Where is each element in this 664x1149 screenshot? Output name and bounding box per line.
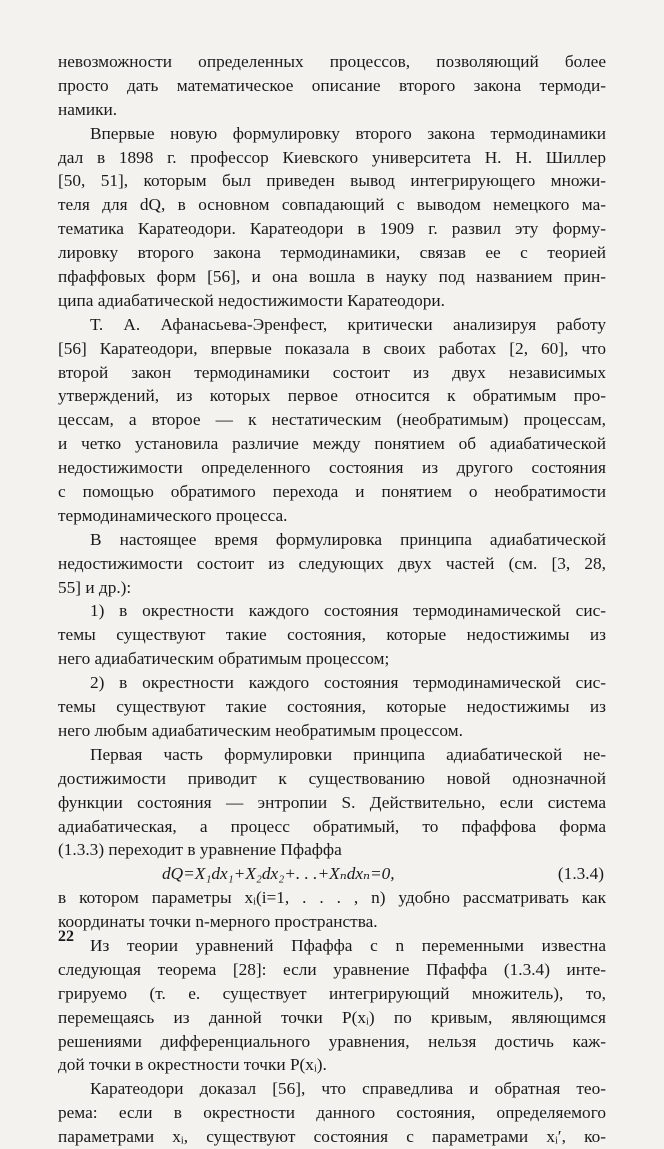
text-line: второй закон термодинамики состоит из двух независимых (58, 362, 606, 382)
list-item-line: него адиабатическим обратимым процессом; (58, 649, 390, 669)
text-line: теля для dQ, в основном совпадающий с выводом немецкого ма- (58, 195, 606, 215)
text-line: пфаффовых форм [56], и она вошла в науку под названием прин- (58, 267, 606, 287)
text-line: дой точки в окрестности точки P(xᵢ). (58, 1055, 327, 1075)
text-line: перемещаясь из данной точки P(xᵢ) по кривым, являющимся (58, 1007, 606, 1027)
text-line: Т. А. Афанасьева-Эренфест, критически анализируя работу (90, 314, 606, 334)
text-line: цессам, а второе — к нестатическим (необратимым) процессам, (58, 410, 606, 430)
text-line: рема: если в окрестности данного состояния, определяемого (58, 1103, 606, 1123)
text-line: 55] и др.): (58, 577, 132, 597)
text-line: ципа адиабатической недостижимости Каратеодори. (58, 290, 445, 310)
text-line: намики. (58, 99, 118, 119)
text-line: термодинамического процесса. (58, 505, 288, 525)
text-line: решениями дифференциального уравнения, нельзя достичь каж- (58, 1031, 606, 1051)
text-line: В настоящее время формулировка принципа адиабатической (90, 529, 606, 549)
text-line: функции состояния — энтропии S. Действительно, если система (58, 792, 606, 812)
text-line: [50, 51], которым был приведен вывод интегрирующего множи- (58, 171, 606, 191)
text-line: (1.3.3) переходит в уравнение Пфаффа (58, 840, 342, 860)
text-line: грируемо (т. е. существует интегрирующий множитель), то, (58, 983, 606, 1003)
text-line: [56] Каратеодори, впервые показала в своих работах [2, 60], что (58, 338, 606, 358)
equation-number: (1.3.4) (557, 864, 604, 884)
text-line: Из теории уравнений Пфаффа с n переменными известна (90, 935, 606, 955)
text-line: просто дать математическое описание второго закона термоди- (58, 75, 606, 95)
text-line: в котором параметры xᵢ(i=1, . . . , n) удобно рассматривать как (58, 888, 606, 908)
text-line: дал в 1898 г. профессор Киевского университета Н. Н. Шиллер (58, 147, 606, 167)
list-item-line: него любым адиабатическим необратимым процессом. (58, 720, 463, 740)
equation-1-3-4 (58, 862, 606, 886)
text-line: координаты точки n-мерного пространства. (58, 912, 378, 932)
text-line: утверждений, из которых первое относится к обратимым про- (58, 386, 606, 406)
text-line: лировку второго закона термодинамики, связав ее с теорией (58, 243, 606, 263)
list-item-line: 2) в окрестности каждого состояния термодинамической сис- (90, 673, 606, 693)
page-number: 22 (58, 928, 74, 945)
text-line: Каратеодори доказал [56], что справедлива и обратная тео- (90, 1079, 606, 1099)
text-line: тематика Каратеодори. Каратеодори в 1909 г. развил эту форму- (58, 219, 606, 239)
text-line: и четко установила различие между понятием об адиабатической (58, 434, 606, 454)
text-line: адиабатическая, а процесс обратимый, то пфаффова форма (58, 816, 606, 836)
list-item-line: темы существуют такие состояния, которые недостижимы из (58, 697, 606, 717)
list-item-line: 1) в окрестности каждого состояния термодинамической сис- (90, 601, 606, 621)
text-line: недостижимости состоит из следующих двух частей (см. [3, 28, (58, 553, 606, 573)
text-line: Первая часть формулировки принципа адиабатической не- (90, 744, 606, 764)
text-line: параметрами xᵢ, существуют состояния с параметрами xᵢ′, ко- (58, 1127, 606, 1147)
list-item-line: темы существуют такие состояния, которые недостижимы из (58, 625, 606, 645)
text-line: невозможности определенных процессов, позволяющий более (58, 52, 606, 71)
equation-formula: dQ=X₁dx₁+X₂dx₂+. . .+Xₙdxₙ=0, (162, 864, 395, 884)
text-line: достижимости приводит к существованию новой однозначной (58, 768, 606, 788)
text-line: с помощью обратимого перехода и понятием о необратимости (58, 482, 606, 502)
text-line: недостижимости определенного состояния из другого состояния (58, 458, 606, 478)
text-line: Впервые новую формулировку второго закона термодинамики (90, 123, 606, 143)
text-line: следующая теорема [28]: если уравнение Пфаффа (1.3.4) инте- (58, 959, 606, 979)
